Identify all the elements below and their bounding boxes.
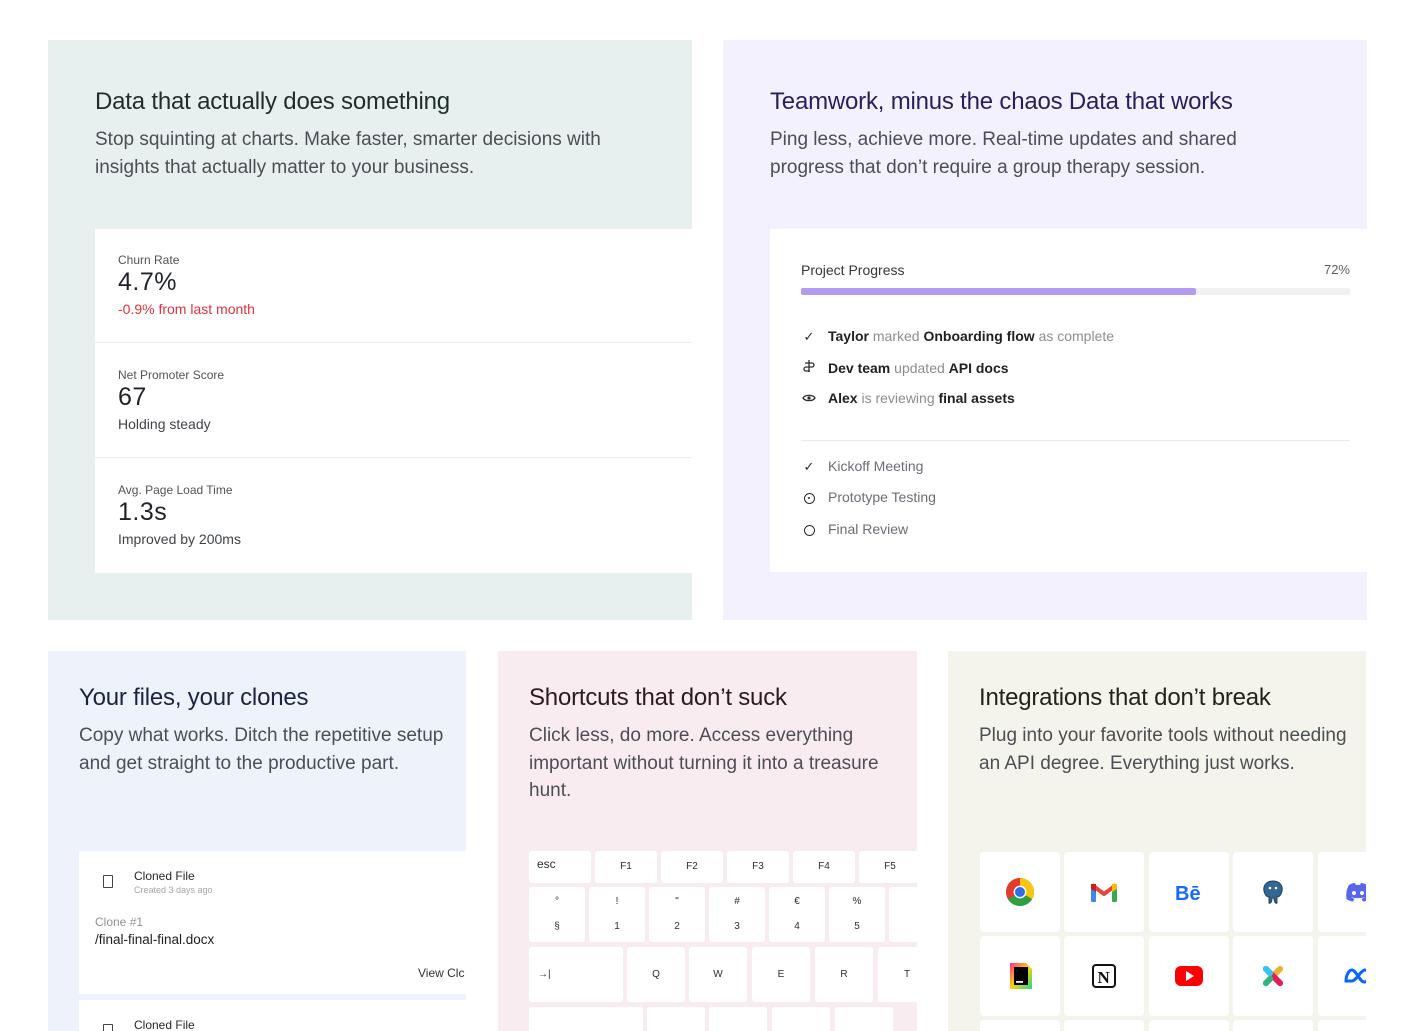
key-1[interactable]: ! 1 <box>589 887 645 942</box>
integrations-card <box>948 651 1366 1031</box>
file-path: /final-final-final.docx <box>95 932 215 947</box>
integrations-title: Integrations that don’t break <box>979 684 1271 711</box>
key-d[interactable] <box>772 1007 830 1031</box>
file-name: Cloned File <box>134 869 195 883</box>
gmail-icon <box>1090 881 1118 903</box>
metric-trend: -0.9% from last month <box>118 301 255 317</box>
key-f[interactable] <box>835 1007 893 1031</box>
file-icon <box>103 875 113 888</box>
key-w[interactable]: W <box>689 947 747 1002</box>
circle-icon <box>801 522 817 537</box>
integration-tile[interactable] <box>1318 1020 1366 1031</box>
key-f2[interactable]: F2 <box>661 851 723 883</box>
files-title: Your files, your clones <box>79 684 309 711</box>
metric-label: Net Promoter Score <box>118 368 225 382</box>
integration-chrome[interactable] <box>980 852 1060 932</box>
key-a[interactable] <box>647 1007 705 1031</box>
metric-value: 4.7% <box>118 268 177 296</box>
key-4[interactable]: € 4 <box>769 887 825 942</box>
integration-tile[interactable] <box>1149 1020 1229 1031</box>
meta-icon <box>1343 966 1366 986</box>
integration-tile[interactable] <box>1064 1020 1144 1031</box>
integration-gmail[interactable] <box>1064 852 1144 932</box>
discord-icon <box>1345 882 1366 902</box>
key-tab[interactable]: →| <box>529 947 623 1002</box>
postgresql-icon <box>1259 878 1287 906</box>
shortcuts-description: Click less, do more. Access everything important without turning it into a treasure hunt. <box>529 725 879 801</box>
key-f1[interactable]: F1 <box>595 851 657 883</box>
key-caps[interactable] <box>529 1007 643 1031</box>
divider <box>801 440 1350 441</box>
git-branch-icon <box>801 359 817 376</box>
analytics-description: Stop squinting at charts. Make faster, smarter decisions with insights that actually matter to your business. <box>95 129 601 178</box>
metric-churn-rate <box>95 229 692 343</box>
key-section[interactable]: ° § <box>529 887 585 942</box>
metric-value: 67 <box>118 383 147 411</box>
integration-postgresql[interactable] <box>1233 852 1313 932</box>
jetbrains-icon <box>1007 962 1033 990</box>
key-f5[interactable]: F5 <box>859 851 917 883</box>
metrics-panel <box>95 229 692 573</box>
file-card[interactable] <box>79 1000 466 1031</box>
files-description: Copy what works. Ditch the repetitive setup and get straight to the productive part. <box>79 725 444 774</box>
activity-item <box>801 390 1015 406</box>
svg-text:Bē: Bē <box>1175 883 1201 903</box>
integration-youtube[interactable] <box>1149 936 1229 1016</box>
integration-discord[interactable] <box>1318 852 1366 932</box>
svg-text:N: N <box>1097 968 1110 987</box>
key-s[interactable] <box>709 1007 767 1031</box>
check-icon: ✓ <box>803 459 815 474</box>
shortcuts-title: Shortcuts that don’t suck <box>529 684 787 711</box>
integration-behance[interactable] <box>1149 852 1229 932</box>
milestone-label: Prototype Testing <box>828 489 936 505</box>
metric-trend: Holding steady <box>118 416 211 432</box>
metric-value: 1.3s <box>118 498 168 526</box>
teamwork-card <box>723 40 1367 620</box>
metric-label: Avg. Page Load Time <box>118 483 233 497</box>
activity-verb: is reviewing <box>861 390 935 406</box>
progress-label: Project Progress <box>801 262 905 278</box>
file-icon <box>103 1024 113 1031</box>
activity-item <box>801 328 1114 345</box>
activity-object: API docs <box>948 360 1009 376</box>
view-clone-link[interactable]: View Clc <box>418 966 465 980</box>
analytics-card <box>48 40 692 620</box>
integration-jetbrains[interactable] <box>980 936 1060 1016</box>
slack-icon <box>1259 962 1287 990</box>
activity-object: Onboarding flow <box>923 328 1035 344</box>
activity-suffix: as complete <box>1038 328 1115 344</box>
check-icon: ✓ <box>803 329 815 344</box>
activity-actor: Alex <box>828 390 858 406</box>
milestone-label: Kickoff Meeting <box>828 458 924 474</box>
progress-bar <box>801 288 1350 295</box>
integration-meta[interactable] <box>1318 936 1366 1016</box>
behance-icon <box>1174 881 1204 903</box>
chrome-icon <box>1005 877 1035 907</box>
teamwork-title: Teamwork, minus the chaos Data that works <box>770 88 1233 115</box>
key-3[interactable]: # 3 <box>709 887 765 942</box>
youtube-icon <box>1174 965 1204 987</box>
file-created: Created 3 days ago <box>134 885 213 895</box>
key-2[interactable]: " 2 <box>649 887 705 942</box>
activity-object: final assets <box>938 390 1015 406</box>
activity-verb: updated <box>894 360 945 376</box>
key-6[interactable] <box>889 887 917 942</box>
milestone-item <box>801 521 908 537</box>
analytics-title: Data that actually does something <box>95 88 450 115</box>
metric-nps <box>95 344 692 458</box>
key-f4[interactable]: F4 <box>793 851 855 883</box>
progress-percent: 72% <box>1323 262 1350 277</box>
circle-dot-icon <box>801 490 817 505</box>
activity-actor: Taylor <box>828 328 869 344</box>
key-t[interactable]: T <box>878 947 917 1002</box>
metric-page-load <box>95 459 692 573</box>
key-f3[interactable]: F3 <box>727 851 789 883</box>
integration-notion[interactable] <box>1064 936 1144 1016</box>
clone-label: Clone #1 <box>95 915 144 929</box>
metric-label: Churn Rate <box>118 253 180 267</box>
teamwork-description: Ping less, achieve more. Real-time updates and shared progress that don’t require a group therapy session. <box>770 129 1237 178</box>
key-esc[interactable]: esc <box>529 851 591 883</box>
integration-tile[interactable] <box>980 1020 1060 1031</box>
integration-tile[interactable] <box>1233 1020 1313 1031</box>
notion-icon <box>1091 963 1117 989</box>
key-q[interactable]: Q <box>627 947 685 1002</box>
shortcuts-card <box>498 651 917 1031</box>
metric-trend: Improved by 200ms <box>118 531 241 547</box>
integration-slack[interactable] <box>1233 936 1313 1016</box>
activity-verb: marked <box>872 328 920 344</box>
progress-panel <box>770 229 1367 572</box>
file-name: Cloned File <box>134 1018 195 1031</box>
file-card[interactable] <box>79 851 466 994</box>
key-e[interactable]: E <box>752 947 810 1002</box>
key-5[interactable]: % 5 <box>829 887 885 942</box>
progress-bar-fill <box>801 288 1196 295</box>
eye-icon <box>801 391 817 406</box>
integrations-description: Plug into your favorite tools without needing an API degree. Everything just works. <box>979 725 1347 774</box>
activity-item <box>801 359 1009 376</box>
files-card <box>48 651 466 1031</box>
milestone-label: Final Review <box>828 521 909 537</box>
activity-actor: Dev team <box>828 360 891 376</box>
milestone-item <box>801 458 923 475</box>
key-r[interactable]: R <box>815 947 873 1002</box>
milestone-item <box>801 489 936 505</box>
